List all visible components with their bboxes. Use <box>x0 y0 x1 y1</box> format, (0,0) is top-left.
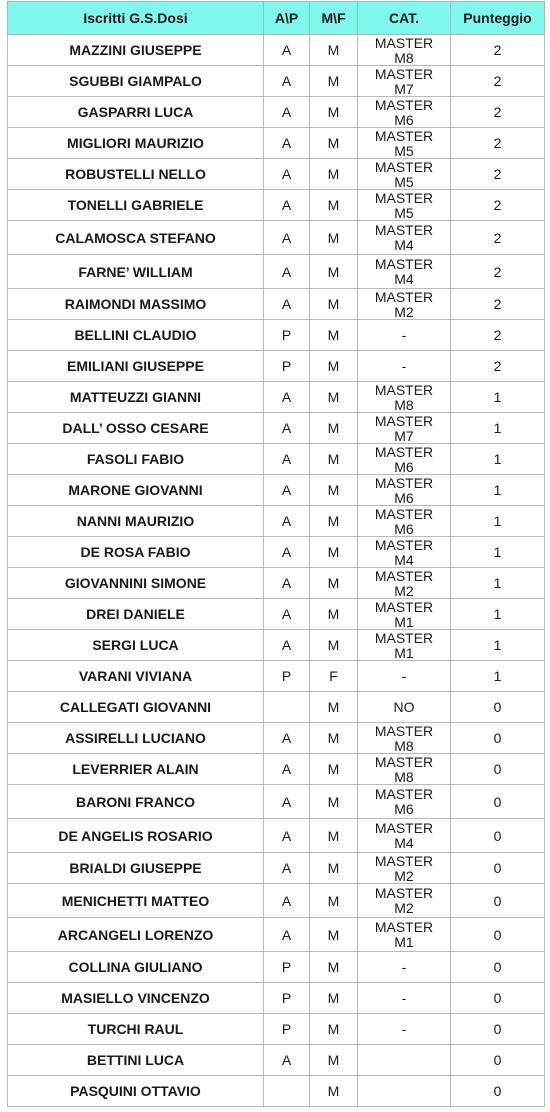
category-label: MASTER M5 <box>374 190 434 220</box>
points-cell: 0 <box>451 884 545 918</box>
category-label: - <box>401 1020 407 1037</box>
gender-cell: M <box>310 128 358 159</box>
category-label: MASTER M7 <box>374 413 434 443</box>
category-cell <box>358 506 451 537</box>
athlete-name: DREI DANIELE <box>8 599 264 630</box>
gender-cell: M <box>310 537 358 568</box>
athlete-name: BELLINI CLAUDIO <box>8 320 264 351</box>
points-cell: 0 <box>451 1014 545 1045</box>
category-cell <box>358 918 451 952</box>
ap-cell: A <box>264 884 310 918</box>
points-cell: 0 <box>451 1076 545 1107</box>
athlete-name: ARCANGELI LORENZO <box>8 918 264 952</box>
gender-cell: M <box>310 692 358 723</box>
athlete-name: MENICHETTI MATTEO <box>8 884 264 918</box>
points-cell: 2 <box>451 66 545 97</box>
points-cell: 0 <box>451 692 545 723</box>
category-cell <box>358 1014 451 1045</box>
points-cell: 2 <box>451 289 545 320</box>
athlete-name: MATTEUZZI GIANNI <box>8 382 264 413</box>
category-label: MASTER M2 <box>374 289 434 319</box>
category-cell <box>358 568 451 599</box>
table-row <box>8 692 545 723</box>
athlete-name: GIOVANNINI SIMONE <box>8 568 264 599</box>
athlete-name: MAZZINI GIUSEPPE <box>8 35 264 66</box>
ap-cell: A <box>264 754 310 785</box>
category-cell <box>358 97 451 128</box>
athlete-name: DE ROSA FABIO <box>8 537 264 568</box>
gender-cell: M <box>310 190 358 221</box>
points-cell: 2 <box>451 97 545 128</box>
table-body <box>8 35 545 1107</box>
category-label: MASTER M1 <box>374 630 434 660</box>
ap-cell: P <box>264 351 310 382</box>
category-label: MASTER M1 <box>374 920 434 949</box>
points-cell: 1 <box>451 382 545 413</box>
gender-cell: M <box>310 1076 358 1107</box>
athlete-name: GASPARRI LUCA <box>8 97 264 128</box>
athlete-name: NANNI MAURIZIO <box>8 506 264 537</box>
points-cell: 0 <box>451 723 545 754</box>
ap-cell: A <box>264 568 310 599</box>
category-cell <box>358 35 451 66</box>
category-label: MASTER M7 <box>374 66 434 96</box>
category-cell <box>358 537 451 568</box>
athlete-name: BETTINI LUCA <box>8 1045 264 1076</box>
gender-cell: M <box>310 444 358 475</box>
table-row <box>8 918 545 952</box>
table-row <box>8 1045 545 1076</box>
athlete-name: FASOLI FABIO <box>8 444 264 475</box>
gender-cell: M <box>310 506 358 537</box>
ap-cell: P <box>264 661 310 692</box>
table-row <box>8 128 545 159</box>
ap-cell: A <box>264 537 310 568</box>
athlete-name: DALL’ OSSO CESARE <box>8 413 264 444</box>
table-row <box>8 819 545 853</box>
table-row <box>8 382 545 413</box>
athlete-name: PASQUINI OTTAVIO <box>8 1076 264 1107</box>
header-mf: M\F <box>310 2 358 35</box>
points-cell: 0 <box>451 983 545 1014</box>
category-label: MASTER M5 <box>374 128 434 158</box>
category-cell <box>358 785 451 819</box>
table-row <box>8 289 545 320</box>
category-label: MASTER M4 <box>374 223 434 252</box>
gender-cell: M <box>310 599 358 630</box>
ap-cell: P <box>264 1014 310 1045</box>
category-cell <box>358 853 451 884</box>
points-cell: 1 <box>451 537 545 568</box>
category-cell <box>358 444 451 475</box>
gender-cell: M <box>310 351 358 382</box>
ap-cell: A <box>264 289 310 320</box>
points-cell: 1 <box>451 568 545 599</box>
header-row <box>8 2 545 35</box>
points-cell: 1 <box>451 506 545 537</box>
category-cell <box>358 475 451 506</box>
header-category: CAT. <box>358 2 451 35</box>
gender-cell: M <box>310 255 358 289</box>
table-row <box>8 190 545 221</box>
category-cell <box>358 661 451 692</box>
category-label: - <box>401 326 407 343</box>
ap-cell: P <box>264 983 310 1014</box>
points-cell: 1 <box>451 413 545 444</box>
category-label: MASTER M4 <box>374 537 434 567</box>
category-label: MASTER M8 <box>374 754 434 784</box>
category-label: MASTER M6 <box>374 444 434 474</box>
ap-cell: A <box>264 190 310 221</box>
gender-cell: M <box>310 918 358 952</box>
gender-cell: M <box>310 159 358 190</box>
category-cell <box>358 599 451 630</box>
points-cell: 0 <box>451 853 545 884</box>
ap-cell <box>264 1076 310 1107</box>
table-row <box>8 853 545 884</box>
ap-cell: A <box>264 128 310 159</box>
category-label: MASTER M2 <box>374 886 434 915</box>
category-cell <box>358 159 451 190</box>
category-cell <box>358 413 451 444</box>
athlete-name: SGUBBI GIAMPALO <box>8 66 264 97</box>
table-row <box>8 1076 545 1107</box>
table-row <box>8 754 545 785</box>
athlete-name: EMILIANI GIUSEPPE <box>8 351 264 382</box>
table-row <box>8 952 545 983</box>
table-row <box>8 35 545 66</box>
gender-cell: M <box>310 785 358 819</box>
header-name: Iscritti G.S.Dosi <box>8 2 264 35</box>
table-row <box>8 983 545 1014</box>
gender-cell: M <box>310 289 358 320</box>
points-cell: 0 <box>451 1045 545 1076</box>
athlete-name: BRIALDI GIUSEPPE <box>8 853 264 884</box>
ap-cell: A <box>264 853 310 884</box>
category-label: MASTER M4 <box>374 821 434 850</box>
gender-cell: M <box>310 568 358 599</box>
category-cell <box>358 190 451 221</box>
table-row <box>8 568 545 599</box>
ap-cell: A <box>264 413 310 444</box>
table-row <box>8 1014 545 1045</box>
athlete-name: LEVERRIER ALAIN <box>8 754 264 785</box>
category-cell <box>358 630 451 661</box>
ap-cell: A <box>264 66 310 97</box>
category-label: - <box>401 958 407 975</box>
ap-cell: A <box>264 785 310 819</box>
table-header <box>8 2 545 35</box>
category-label: MASTER M1 <box>374 599 434 629</box>
ap-cell: A <box>264 221 310 255</box>
table-row <box>8 413 545 444</box>
category-label: MASTER M6 <box>374 475 434 505</box>
category-cell <box>358 1076 451 1107</box>
category-cell <box>358 884 451 918</box>
category-label: MASTER M8 <box>374 723 434 753</box>
gender-cell: M <box>310 754 358 785</box>
table-row <box>8 320 545 351</box>
ap-cell: A <box>264 255 310 289</box>
gender-cell: M <box>310 382 358 413</box>
athlete-name: SERGI LUCA <box>8 630 264 661</box>
table-row <box>8 723 545 754</box>
gender-cell: M <box>310 413 358 444</box>
header-points: Punteggio <box>451 2 545 35</box>
table-row <box>8 599 545 630</box>
ap-cell: A <box>264 382 310 413</box>
category-cell <box>358 66 451 97</box>
table-row <box>8 221 545 255</box>
points-cell: 1 <box>451 475 545 506</box>
category-cell <box>358 1045 451 1076</box>
category-label: MASTER M6 <box>374 97 434 127</box>
category-label: MASTER M6 <box>374 787 434 816</box>
ap-cell: A <box>264 506 310 537</box>
gender-cell: M <box>310 853 358 884</box>
gender-cell: M <box>310 66 358 97</box>
athlete-name: CALAMOSCA STEFANO <box>8 221 264 255</box>
category-cell <box>358 754 451 785</box>
points-cell: 0 <box>451 785 545 819</box>
category-label: MASTER M8 <box>374 382 434 412</box>
athlete-name: TURCHI RAUL <box>8 1014 264 1045</box>
category-label: NO <box>393 698 415 715</box>
ap-cell: A <box>264 819 310 853</box>
category-label: - <box>401 667 407 684</box>
athlete-name: COLLINA GIULIANO <box>8 952 264 983</box>
athlete-name: MIGLIORI MAURIZIO <box>8 128 264 159</box>
table-row <box>8 97 545 128</box>
category-cell <box>358 320 451 351</box>
table-row <box>8 159 545 190</box>
category-cell <box>358 351 451 382</box>
table-row <box>8 630 545 661</box>
points-cell: 0 <box>451 754 545 785</box>
category-cell <box>358 128 451 159</box>
ap-cell <box>264 692 310 723</box>
points-cell: 0 <box>451 952 545 983</box>
category-cell <box>358 255 451 289</box>
athlete-name: FARNE’ WILLIAM <box>8 255 264 289</box>
points-cell: 2 <box>451 320 545 351</box>
ap-cell: A <box>264 723 310 754</box>
athlete-name: BARONI FRANCO <box>8 785 264 819</box>
athlete-name: ASSIRELLI LUCIANO <box>8 723 264 754</box>
category-label: MASTER M4 <box>374 257 434 286</box>
category-label: MASTER M5 <box>374 159 434 189</box>
category-label: MASTER M8 <box>374 35 434 65</box>
table-row <box>8 444 545 475</box>
gender-cell: M <box>310 1014 358 1045</box>
points-cell: 2 <box>451 221 545 255</box>
category-label: MASTER M2 <box>374 568 434 598</box>
ap-cell: A <box>264 97 310 128</box>
points-cell: 2 <box>451 255 545 289</box>
gender-cell: M <box>310 1045 358 1076</box>
table-row <box>8 66 545 97</box>
ap-cell: A <box>264 918 310 952</box>
ap-cell: A <box>264 444 310 475</box>
category-cell <box>358 692 451 723</box>
points-cell: 1 <box>451 630 545 661</box>
gender-cell: M <box>310 221 358 255</box>
category-label: MASTER M6 <box>374 506 434 536</box>
athlete-name: RAIMONDI MASSIMO <box>8 289 264 320</box>
category-cell <box>358 289 451 320</box>
ap-cell: P <box>264 320 310 351</box>
ap-cell: A <box>264 630 310 661</box>
category-cell <box>358 952 451 983</box>
category-label: - <box>401 989 407 1006</box>
points-cell: 1 <box>451 661 545 692</box>
ap-cell: A <box>264 159 310 190</box>
athlete-name: ROBUSTELLI NELLO <box>8 159 264 190</box>
points-cell: 2 <box>451 128 545 159</box>
ap-cell: A <box>264 1045 310 1076</box>
header-ap: A\P <box>264 2 310 35</box>
table-row <box>8 351 545 382</box>
athlete-name: TONELLI GABRIELE <box>8 190 264 221</box>
ap-cell: A <box>264 35 310 66</box>
category-label: MASTER M2 <box>374 853 434 883</box>
gender-cell: F <box>310 661 358 692</box>
table-row <box>8 884 545 918</box>
table-row <box>8 255 545 289</box>
points-cell: 2 <box>451 35 545 66</box>
points-cell: 2 <box>451 190 545 221</box>
gender-cell: M <box>310 475 358 506</box>
points-cell: 2 <box>451 159 545 190</box>
points-cell: 2 <box>451 351 545 382</box>
gender-cell: M <box>310 952 358 983</box>
category-cell <box>358 819 451 853</box>
gender-cell: M <box>310 97 358 128</box>
points-cell: 1 <box>451 599 545 630</box>
gender-cell: M <box>310 884 358 918</box>
points-cell: 0 <box>451 819 545 853</box>
table-row <box>8 475 545 506</box>
table-row <box>8 661 545 692</box>
athlete-name: VARANI VIVIANA <box>8 661 264 692</box>
gender-cell: M <box>310 819 358 853</box>
ap-cell: A <box>264 475 310 506</box>
athlete-name: CALLEGATI GIOVANNI <box>8 692 264 723</box>
category-cell <box>358 382 451 413</box>
points-cell: 0 <box>451 918 545 952</box>
gender-cell: M <box>310 35 358 66</box>
category-cell <box>358 221 451 255</box>
athlete-name: MARONE GIOVANNI <box>8 475 264 506</box>
category-label: - <box>401 357 407 374</box>
ap-cell: P <box>264 952 310 983</box>
table-row <box>8 785 545 819</box>
roster-table <box>7 1 545 1107</box>
gender-cell: M <box>310 983 358 1014</box>
category-cell <box>358 723 451 754</box>
athlete-name: DE ANGELIS ROSARIO <box>8 819 264 853</box>
ap-cell: A <box>264 599 310 630</box>
gender-cell: M <box>310 320 358 351</box>
gender-cell: M <box>310 723 358 754</box>
points-cell: 1 <box>451 444 545 475</box>
table-row <box>8 537 545 568</box>
category-cell <box>358 983 451 1014</box>
gender-cell: M <box>310 630 358 661</box>
athlete-name: MASIELLO VINCENZO <box>8 983 264 1014</box>
table-row <box>8 506 545 537</box>
